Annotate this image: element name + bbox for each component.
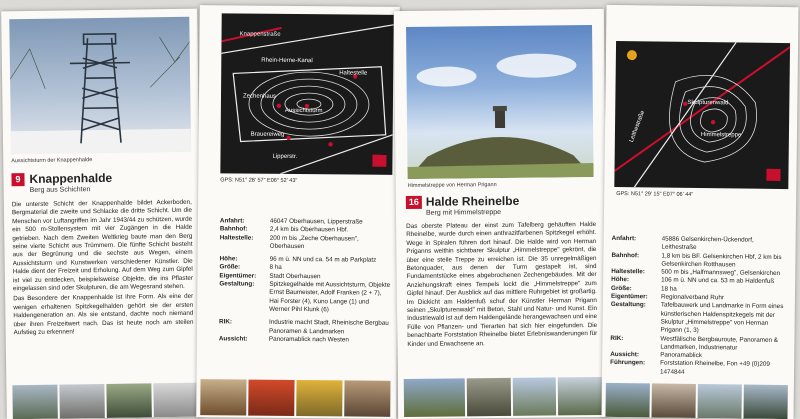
map-label: Haltestelle <box>339 70 367 76</box>
info-value: Tafelbauwerk und Landmarke in Form eines künstlerischen Haldenspitzkegels mit der Skulptur „Himmelstreppe" von Herman Prigann (1, 3) <box>660 302 788 337</box>
photo-caption: Aussichtsturm der Knappenhalde <box>11 157 92 164</box>
hill-with-sculpture-illustration <box>406 25 594 179</box>
info-label: Aussicht: <box>219 335 269 344</box>
entry-title: Knappenhalde <box>29 171 112 186</box>
info-label: Haltestelle: <box>611 268 661 277</box>
info-value: 46047 Oberhausen, Lipperstraße <box>270 218 392 227</box>
info-label: Eigentümer: <box>611 293 661 302</box>
map-label: Skulpturenwald <box>687 100 728 107</box>
site-map <box>614 41 790 189</box>
info-value: 45886 Gelsenkirchen-Ückendorf, Leithestraße <box>662 236 790 254</box>
map-label: Zechenhaus <box>243 94 276 100</box>
info-value: 106 m ü. NN und ca. 53 m ab Haldenfuß <box>661 277 789 287</box>
info-value: 500 m bis „Halfmannsweg", Gelsenkirchen <box>661 269 789 279</box>
photo-strip <box>12 383 198 419</box>
map-label: Leithestraße <box>629 110 646 143</box>
page-halde-rheinelbe <box>394 9 608 419</box>
info-value: Panoramablick nach Westen <box>269 336 391 345</box>
himmelstreppe-photo <box>406 25 594 179</box>
entry-number-badge: 9 <box>11 173 24 186</box>
site-map <box>220 13 393 174</box>
info-value: 8 ha <box>269 264 391 273</box>
info-label: Anfahrt: <box>612 235 662 252</box>
info-value: 2,4 km bis Oberhausen Hbf. <box>270 226 392 235</box>
photo-caption: Himmelstreppe von Herman Prigann <box>408 182 497 189</box>
info-value: 200 m bis „Zeche Oberhausen", Oberhausen <box>270 234 392 252</box>
photo-strip <box>200 379 390 417</box>
page-knappenhalde-map <box>196 5 400 419</box>
info-label: Führungen: <box>610 359 660 376</box>
entry-body <box>12 199 194 340</box>
gps-coordinates: GPS: N51° 28' 57" E06° 52' 43" <box>220 177 297 184</box>
observation-tower-illustration <box>9 17 191 155</box>
entry-subtitle: Berg aus Schichten <box>30 186 91 194</box>
info-label: Eigentümer: <box>219 272 269 281</box>
info-table <box>610 235 790 378</box>
info-label: Bahnhof: <box>220 226 270 235</box>
info-label: RIK: <box>610 334 660 351</box>
info-table <box>219 217 392 345</box>
info-label: Aussicht: <box>610 351 660 360</box>
body-paragraph: Das oberste Plateau der einst zum Tafelberg gehäuften Halde Rheinelbe, wurde durch einen anthrazitfarbenen Spitzkegel erhöht. Wege in Spiralen führen dort hinauf. Die Halde wird von Herman Priganns weithin sichtbarer Skulptur „Himmelstreppe" gekrönt, die über eine steile Treppe zu erreichen ist. Die 35 unregelmäßigen Betonquader, aus denen der Turm gestapelt ist, sind Fundamentstücke eines abgebrochenen Zechengebäudes. Mit der Anziehungskraft eines Tempels lockt die „Himmelstreppe" zum Gipfel hinauf. Der Ausblick auf das mittlere Ruhrgebiet ist großartig. Im Dickicht am Haldenfuß schuf der Künstler Herman Prigann seinen „Skulpturenwald" mit Beton, Stahl und Natur- und Kunst. Ein Industriewald ist auf dem Haldengelände herangewachsen und eine Fülle von Pflanzen- und Tierarten hat sich hier eingefunden. Die benachbarte Forststation Rheinelbe bietet Erlebniswanderungen für Kinder und Erwachsene an. <box>406 221 597 349</box>
info-label: Höhe: <box>220 256 270 265</box>
info-label: Größe: <box>219 264 269 273</box>
info-value: 1,8 km bis BF. Gelsenkirchen Hbf, 2 km bis Gelsenkirchen Rotthausen <box>661 252 789 270</box>
info-value: Panoramablick <box>660 352 788 362</box>
entry-subtitle: Berg mit Himmelstreppe <box>426 209 501 217</box>
info-row <box>220 234 392 252</box>
photo-strip <box>404 377 602 417</box>
gps-coordinates: GPS: N51° 29' 15" E07° 06' 44" <box>616 191 693 198</box>
map-label: Lipperstr. <box>272 154 297 160</box>
map-label: Himmelstreppe <box>701 132 741 138</box>
entry-title: Halde Rheinelbe <box>426 194 520 209</box>
info-label: Gestaltung: <box>219 280 269 314</box>
body-paragraph: Die unterste Schicht der Knappenhalde bildet Ackerboden, Bergmaterial die zweite und Schlacke die dritte Schicht. Um die Menschen vor Luftangriffen im Jahr 1943/44 zu schützen, wurde ein 500 m-Stollensystem mit vier Zugängen in die Halde getrieben. Nach dem Zweiten Weltkrieg baute man den Berg seine vierte Schicht aus Trümmern. Die fünfte Schicht besteht aus der Begrünung und die sechste aus Wegen, einem Aussichtsturm und Kunstwerken verschiedener Künstler. Die Halde dient der Freizeit und Erholung. Auf dem Weg zum Gipfel ist viel zu entdecken, beispielsweise Objekte, die ins Pflaster eingelassen sind oder Skulpturen, die am Wegesrand stehen. <box>12 199 193 294</box>
info-label: RIK: <box>219 319 269 336</box>
info-label: Haltestelle: <box>220 234 270 251</box>
page-rheinelbe-map <box>601 5 798 419</box>
info-value: Regionalverband Ruhr <box>661 294 789 304</box>
entry-number-badge: 16 <box>406 196 422 209</box>
map-label: Brauereiweg <box>251 132 285 138</box>
info-value: 18 ha <box>661 285 789 295</box>
info-row <box>610 301 788 336</box>
tower-photo <box>9 17 191 155</box>
page-knappenhalde <box>1 9 203 419</box>
map-label: Rhein-Herne-Kanal <box>261 58 312 64</box>
info-label: Höhe: <box>611 276 661 285</box>
info-value: Spitzkegelhalde mit Aussichtsturm, Objekte Ernst Baumeister, Adolf Franken (2 + 7), Hai Forster (4), Kuno Lange (1) und Werner Pihl Klunk (6) <box>269 281 391 315</box>
info-row <box>610 359 788 378</box>
info-value: 96 m ü. NN und ca. 54 m ab Parkplatz <box>270 256 392 265</box>
info-label: Gestaltung: <box>610 301 660 335</box>
info-row <box>219 319 391 337</box>
photo-strip <box>605 383 789 419</box>
entry-body <box>406 221 597 351</box>
info-label: Bahnhof: <box>611 252 661 269</box>
map-label: Knappenstraße <box>240 31 281 37</box>
info-value: Forststation Rheinelbe, Fon +49 (0)209 1474844 <box>660 360 788 378</box>
info-row <box>219 280 391 315</box>
info-value: Industrie macht Stadt, Rheinische Bergbau Panoramen & Landmarken <box>269 319 391 337</box>
info-label: Anfahrt: <box>220 217 270 226</box>
info-value: Westfälische Bergbauroute, Panoramen & Landmarken, Industrienatur <box>660 335 788 353</box>
info-row <box>219 335 391 345</box>
body-paragraph: Das Besondere der Knappenhalde ist ihre Form. Als eine der wenigen erhaltenen Spitzkegelhalden gehört sie der ersten Haldengeneration an. Als sie entstand, dachte noch niemand über ihren Freizeitwert nach. Das ist heute noch am steilen Aufstieg zu erkennen! <box>13 293 194 338</box>
map-label: Aussichtsturm <box>285 108 323 114</box>
info-label: Größe: <box>611 285 661 294</box>
info-value: Stadt Oberhausen <box>269 273 391 282</box>
